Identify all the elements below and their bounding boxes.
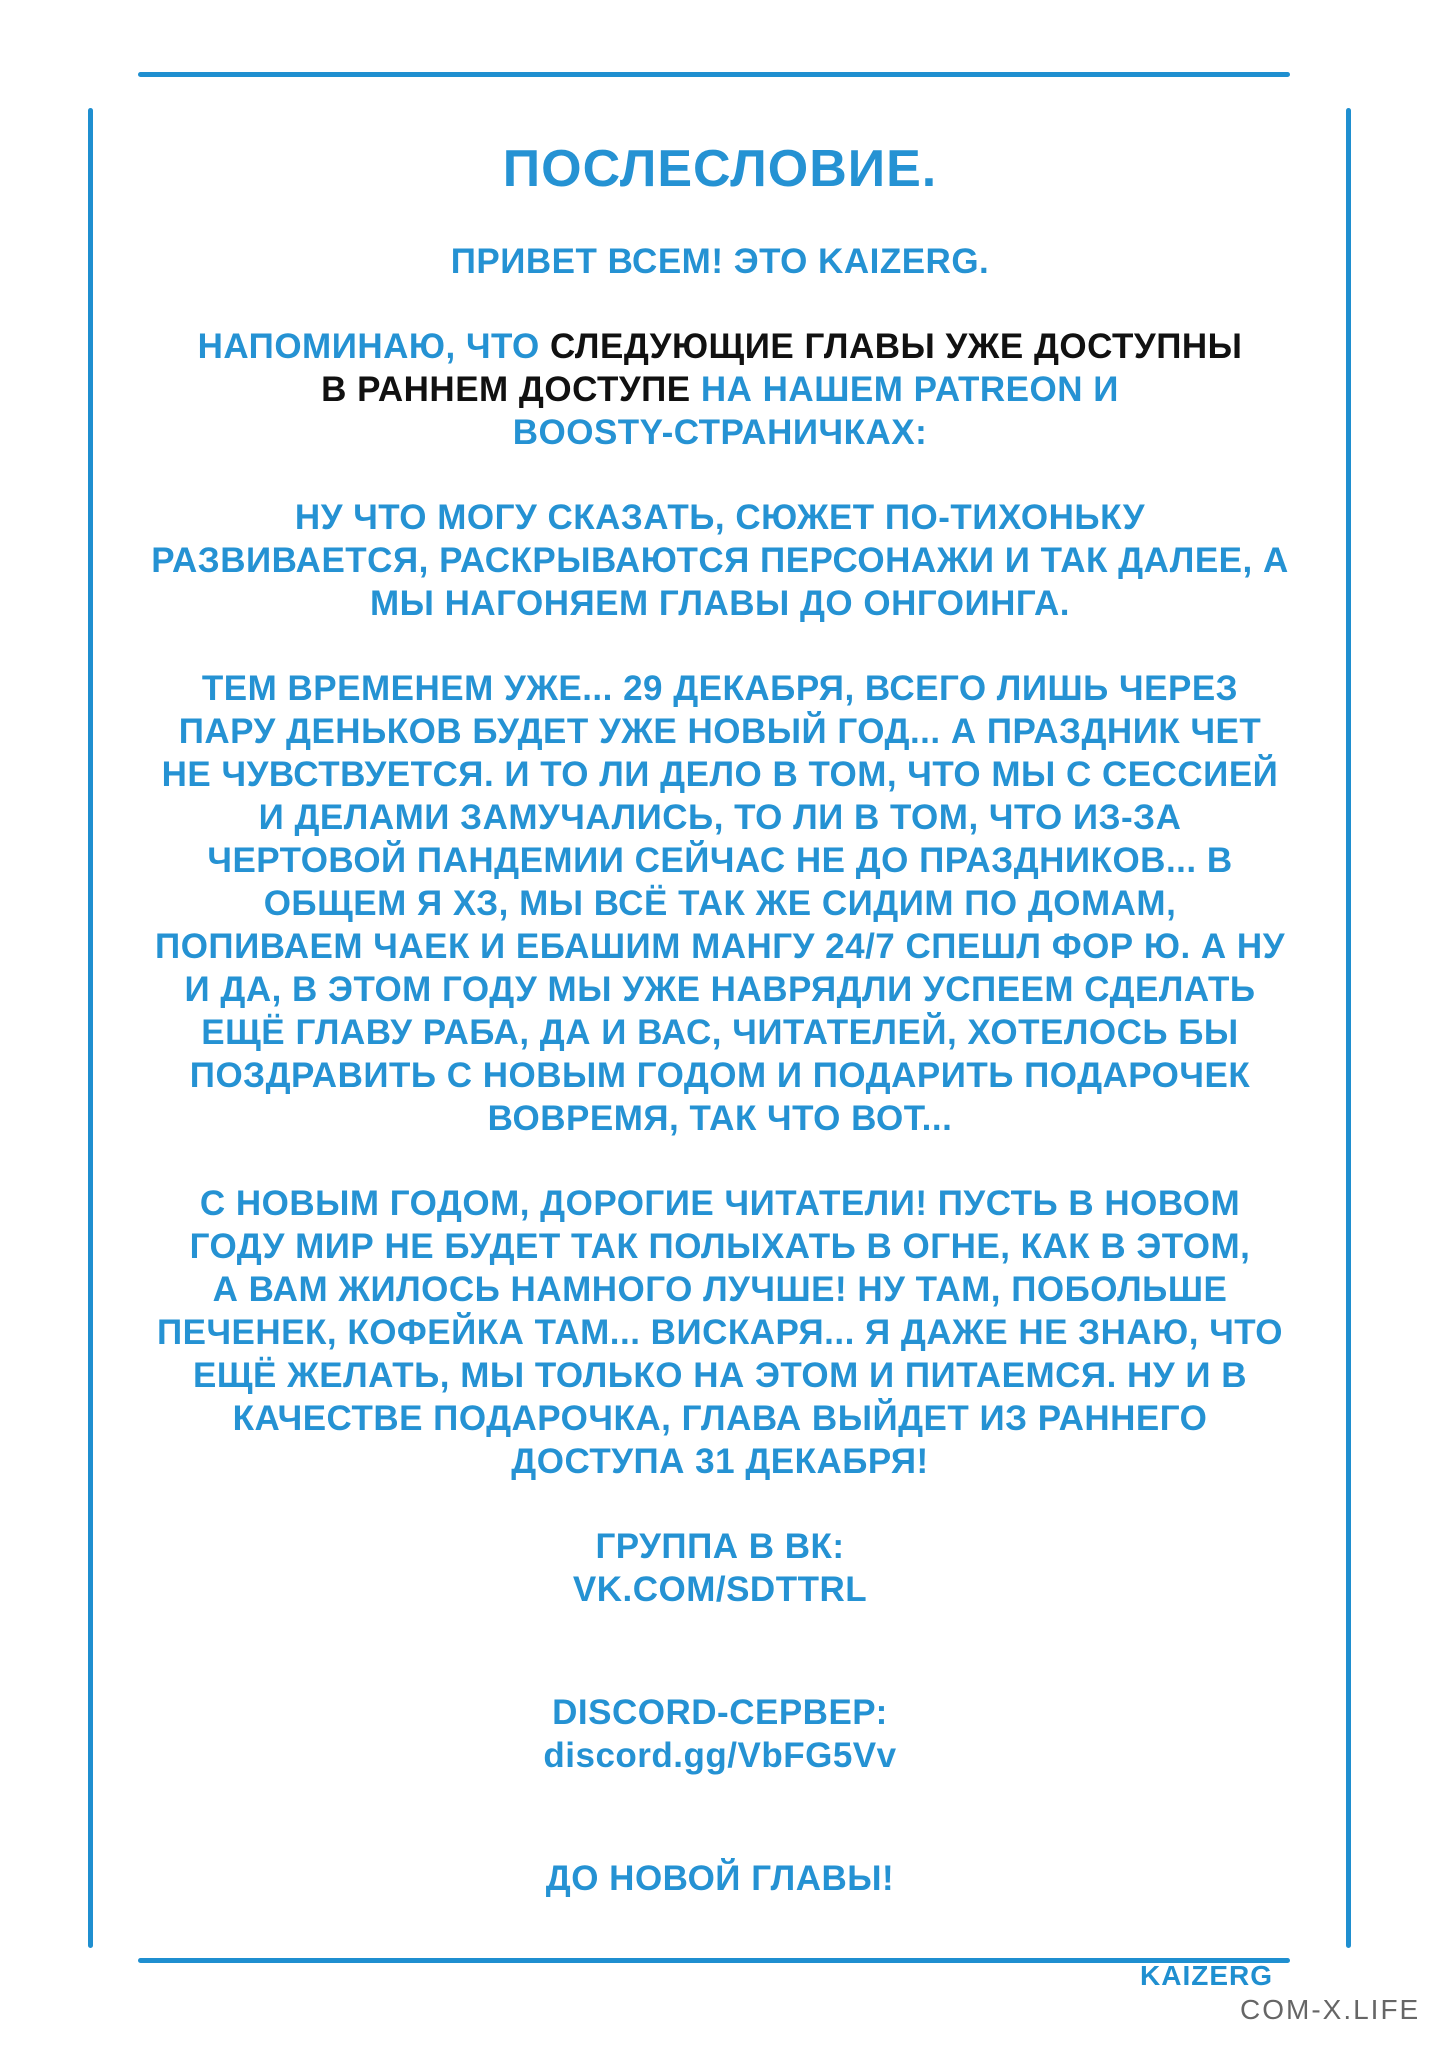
paragraph-line: ГОДУ МИР НЕ БУДЕТ ТАК ПОЛЫХАТЬ В ОГНЕ, КАК В ЭТОМ, — [189, 1227, 1251, 1267]
vk-block — [150, 1525, 1290, 1611]
paragraph-line: ПОЗДРАВИТЬ С НОВЫМ ГОДОМ И ПОДАРИТЬ ПОДАРОЧЕК — [189, 1056, 1251, 1096]
discord-label: DISCORD-СЕРВЕР: — [552, 1693, 888, 1733]
discord-link[interactable]: discord.gg/VbFG5Vv — [543, 1736, 897, 1776]
closing-line: ДО НОВОЙ ГЛАВЫ! — [545, 1859, 895, 1899]
reminder-line-2 — [150, 368, 1290, 411]
right-border — [1346, 108, 1351, 1948]
paragraph-2 — [150, 667, 1290, 1140]
paragraph-line: ВОВРЕМЯ, ТАК ЧТО ВОТ... — [487, 1099, 953, 1139]
afterword-page — [150, 100, 1290, 1900]
paragraph-line: РАЗВИВАЕТСЯ, РАСКРЫВАЮТСЯ ПЕРСОНАЖИ И ТАК ДАЛЕЕ, А — [151, 541, 1289, 581]
reminder-line-1 — [150, 325, 1290, 368]
paragraph-line: И ДЕЛАМИ ЗАМУЧАЛИСЬ, ТО ЛИ В ТОМ, ЧТО ИЗ-ЗА — [258, 798, 1182, 838]
signature: KAIZERG — [1140, 1960, 1273, 1991]
paragraph-line: ЕЩЁ ГЛАВУ РАБА, ДА И ВАС, ЧИТАТЕЛЕЙ, ХОТЕЛОСЬ БЫ — [201, 1013, 1239, 1053]
reminder-line-3: BOOSTY-СТРАНИЧКАХ: — [512, 413, 928, 453]
paragraph-line: НУ ЧТО МОГУ СКАЗАТЬ, СЮЖЕТ ПО-ТИХОНЬКУ — [294, 498, 1146, 538]
paragraph-line: ДОСТУПА 31 ДЕКАБРЯ! — [511, 1442, 929, 1482]
paragraph-line: А ВАМ ЖИЛОСЬ НАМНОГО ЛУЧШЕ! НУ ТАМ, ПОБОЛЬШЕ — [212, 1270, 1228, 1310]
vk-link[interactable]: VK.COM/SDTTRL — [572, 1570, 868, 1610]
reminder-highlight: СЛЕДУЮЩИЕ ГЛАВЫ УЖЕ ДОСТУПНЫ — [550, 327, 1243, 367]
paragraph-line: НЕ ЧУВСТВУЕТСЯ. И ТО ЛИ ДЕЛО В ТОМ, ЧТО МЫ С СЕССИЕЙ — [161, 755, 1279, 795]
reminder-text: НАПОМИНАЮ, ЧТО — [197, 327, 551, 367]
left-border — [88, 108, 93, 1948]
paragraph-line: ТЕМ ВРЕМЕНЕМ УЖЕ... 29 ДЕКАБРЯ, ВСЕГО ЛИШЬ ЧЕРЕЗ — [201, 669, 1239, 709]
paragraph-line: ЧЕРТОВОЙ ПАНДЕМИИ СЕЙЧАС НЕ ДО ПРАЗДНИКОВ... В — [207, 841, 1233, 881]
discord-block — [150, 1691, 1290, 1777]
paragraph-line: ОБЩЕМ Я ХЗ, МЫ ВСЁ ТАК ЖЕ СИДИМ ПО ДОМАМ, — [263, 884, 1177, 924]
paragraph-3 — [150, 1182, 1290, 1483]
reminder-text-2: НА НАШЕМ PATREON И — [690, 370, 1119, 410]
paragraph-line: ЕЩЁ ЖЕЛАТЬ, МЫ ТОЛЬКО НА ЭТОМ И ПИТАЕМСЯ. НУ И В — [193, 1356, 1247, 1396]
paragraph-line: МЫ НАГОНЯЕМ ГЛАВЫ ДО ОНГОИНГА. — [369, 584, 1071, 624]
paragraph-line: ПЕЧЕНЕК, КОФЕЙКА ТАМ... ВИСКАРЯ... Я ДАЖЕ НЕ ЗНАЮ, ЧТО — [156, 1313, 1284, 1353]
watermark: COM-X.LIFE — [1240, 1994, 1421, 2025]
reminder-highlight-2: В РАННЕМ ДОСТУПЕ — [321, 370, 691, 410]
top-border — [138, 72, 1290, 77]
paragraph-line: ПОПИВАЕМ ЧАЕК И ЕБАШИМ МАНГУ 24/7 СПЕШЛ ФОР Ю. А НУ — [155, 927, 1285, 967]
paragraph-line: С НОВЫМ ГОДОМ, ДОРОГИЕ ЧИТАТЕЛИ! ПУСТЬ В НОВОМ — [199, 1184, 1241, 1224]
page-title: ПОСЛЕСЛОВИЕ. — [502, 140, 938, 198]
reminder-block — [150, 325, 1290, 454]
paragraph-line: ПАРУ ДЕНЬКОВ БУДЕТ УЖЕ НОВЫЙ ГОД... А ПРАЗДНИК ЧЕТ — [178, 712, 1262, 752]
paragraph-line: И ДА, В ЭТОМ ГОДУ МЫ УЖЕ НАВРЯДЛИ УСПЕЕМ СДЕЛАТЬ — [184, 970, 1256, 1010]
bottom-border — [138, 1958, 1290, 1963]
vk-label: ГРУППА В ВК: — [595, 1527, 845, 1567]
paragraph-1 — [150, 496, 1290, 625]
greeting: ПРИВЕТ ВСЕМ! ЭТО KAIZERG. — [450, 242, 990, 282]
paragraph-line: КАЧЕСТВЕ ПОДАРОЧКА, ГЛАВА ВЫЙДЕТ ИЗ РАННЕГО — [232, 1399, 1208, 1439]
